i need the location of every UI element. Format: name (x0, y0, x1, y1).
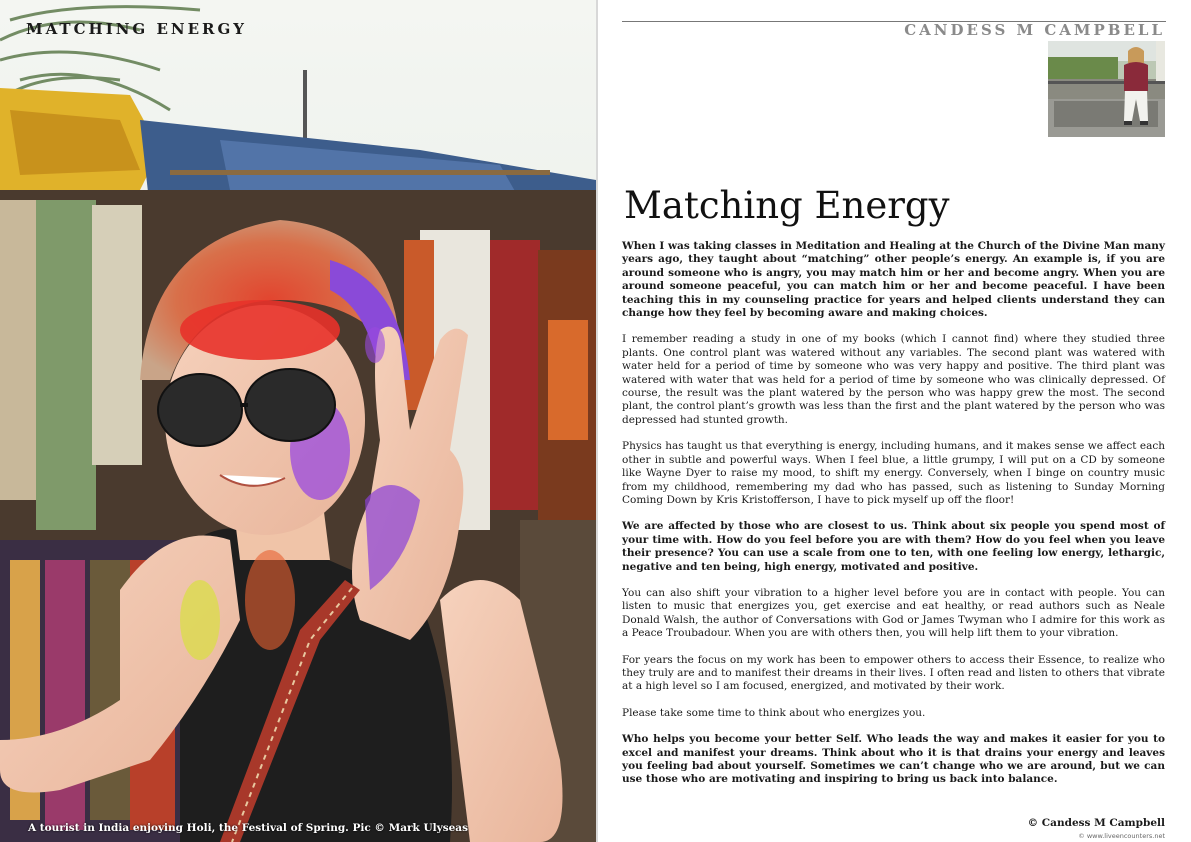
paragraph: Please take some time to think about who energizes you. (622, 706, 926, 719)
paragraph: We are affected by those who are closest to us. Think about six people you spend most of your time with. How do you feel before you are with them? How do you feel when you leave their presence? You can use a scale from one to ten, with one feeling low energy, lethargic, negative and ten being, high energy, motivated and positive. (622, 520, 1165, 573)
right-page-article (598, 0, 1191, 842)
paragraph: When I was taking classes in Meditation and Healing at the Church of the Divine Man many years ago, they taught about “matching” other people’s energy. An example is, if you are around someone who is angry, you may match him or her and become angry. When you are around someone peaceful, you can match him or her and become peaceful. I have been teaching this in my counseling practice for years and helped clients understand they can change how they feel by becoming aware and making choices. (622, 240, 1165, 320)
footer-url: © www.liveencounters.net (1078, 832, 1165, 840)
author-header: CANDESS M CAMPBELL (904, 21, 1165, 39)
paragraph: Physics has taught us that everything is energy, including humans, and it makes sense we affect each other in subtle and powerful ways. When I feel blue, a little grumpy, I will put on a CD by someone like Wayne Dyer to raise my mood, to shift my energy. Conversely, when I binge on country music from my childhood, remembering my dad who has passed, such as listening to Sunday Morning Coming Down by Kris Kristofferson, I have to pick myself up off the floor! (622, 440, 1165, 506)
paragraph: For years the focus on my work has been to empower others to access their Essence, to realize who they truly are and to manifest their dreams in their lives. I often read and listen to others that vibrate at a high level so I am focused, energized, and motivated by their work. (622, 653, 1165, 693)
article-title: Matching Energy (624, 184, 950, 227)
section-title: MATCHING ENERGY (26, 20, 248, 38)
paragraph: I remember reading a study in one of my books (which I cannot find) where they studied three plants. One control plant was watered without any variables. The second plant was watered with water held for a period of time by someone who was very happy and positive. The third plant was watered with water that was held for a period of time by someone who was clinically depressed. Of course, the result was the plant watered by the person who was happy grew the most. The second plant, the control plant’s growth was less than the first and the plant watered by the person who was depressed had stunted growth. (622, 333, 1165, 426)
paragraph: Who helps you become your better Self. Who leads the way and makes it easier for you to excel and manifest your dreams. Think about who it is that drains your energy and leaves you feeling bad about yourself. Sometimes we can’t change who we are around, but we can use those who are motivating and inspiring to bring us back into balance. (622, 733, 1165, 786)
author-photo (1048, 41, 1165, 137)
article-body (622, 240, 1165, 800)
photo-caption: A tourist in India enjoying Holi, the Festival of Spring. Pic © Mark Ulyseas (28, 822, 469, 834)
paragraph: You can also shift your vibration to a higher level before you are in contact with people. You can listen to music that energizes you, get exercise and eat healthy, or read authors such as Neale Donald Walsh, the author of Conversations with God or James Twyman who I admire for this work as a Peace Troubadour. When you are with others then, you will help lift them to your vibration. (622, 586, 1165, 640)
author-signature: © Candess M Campbell (1027, 817, 1165, 829)
